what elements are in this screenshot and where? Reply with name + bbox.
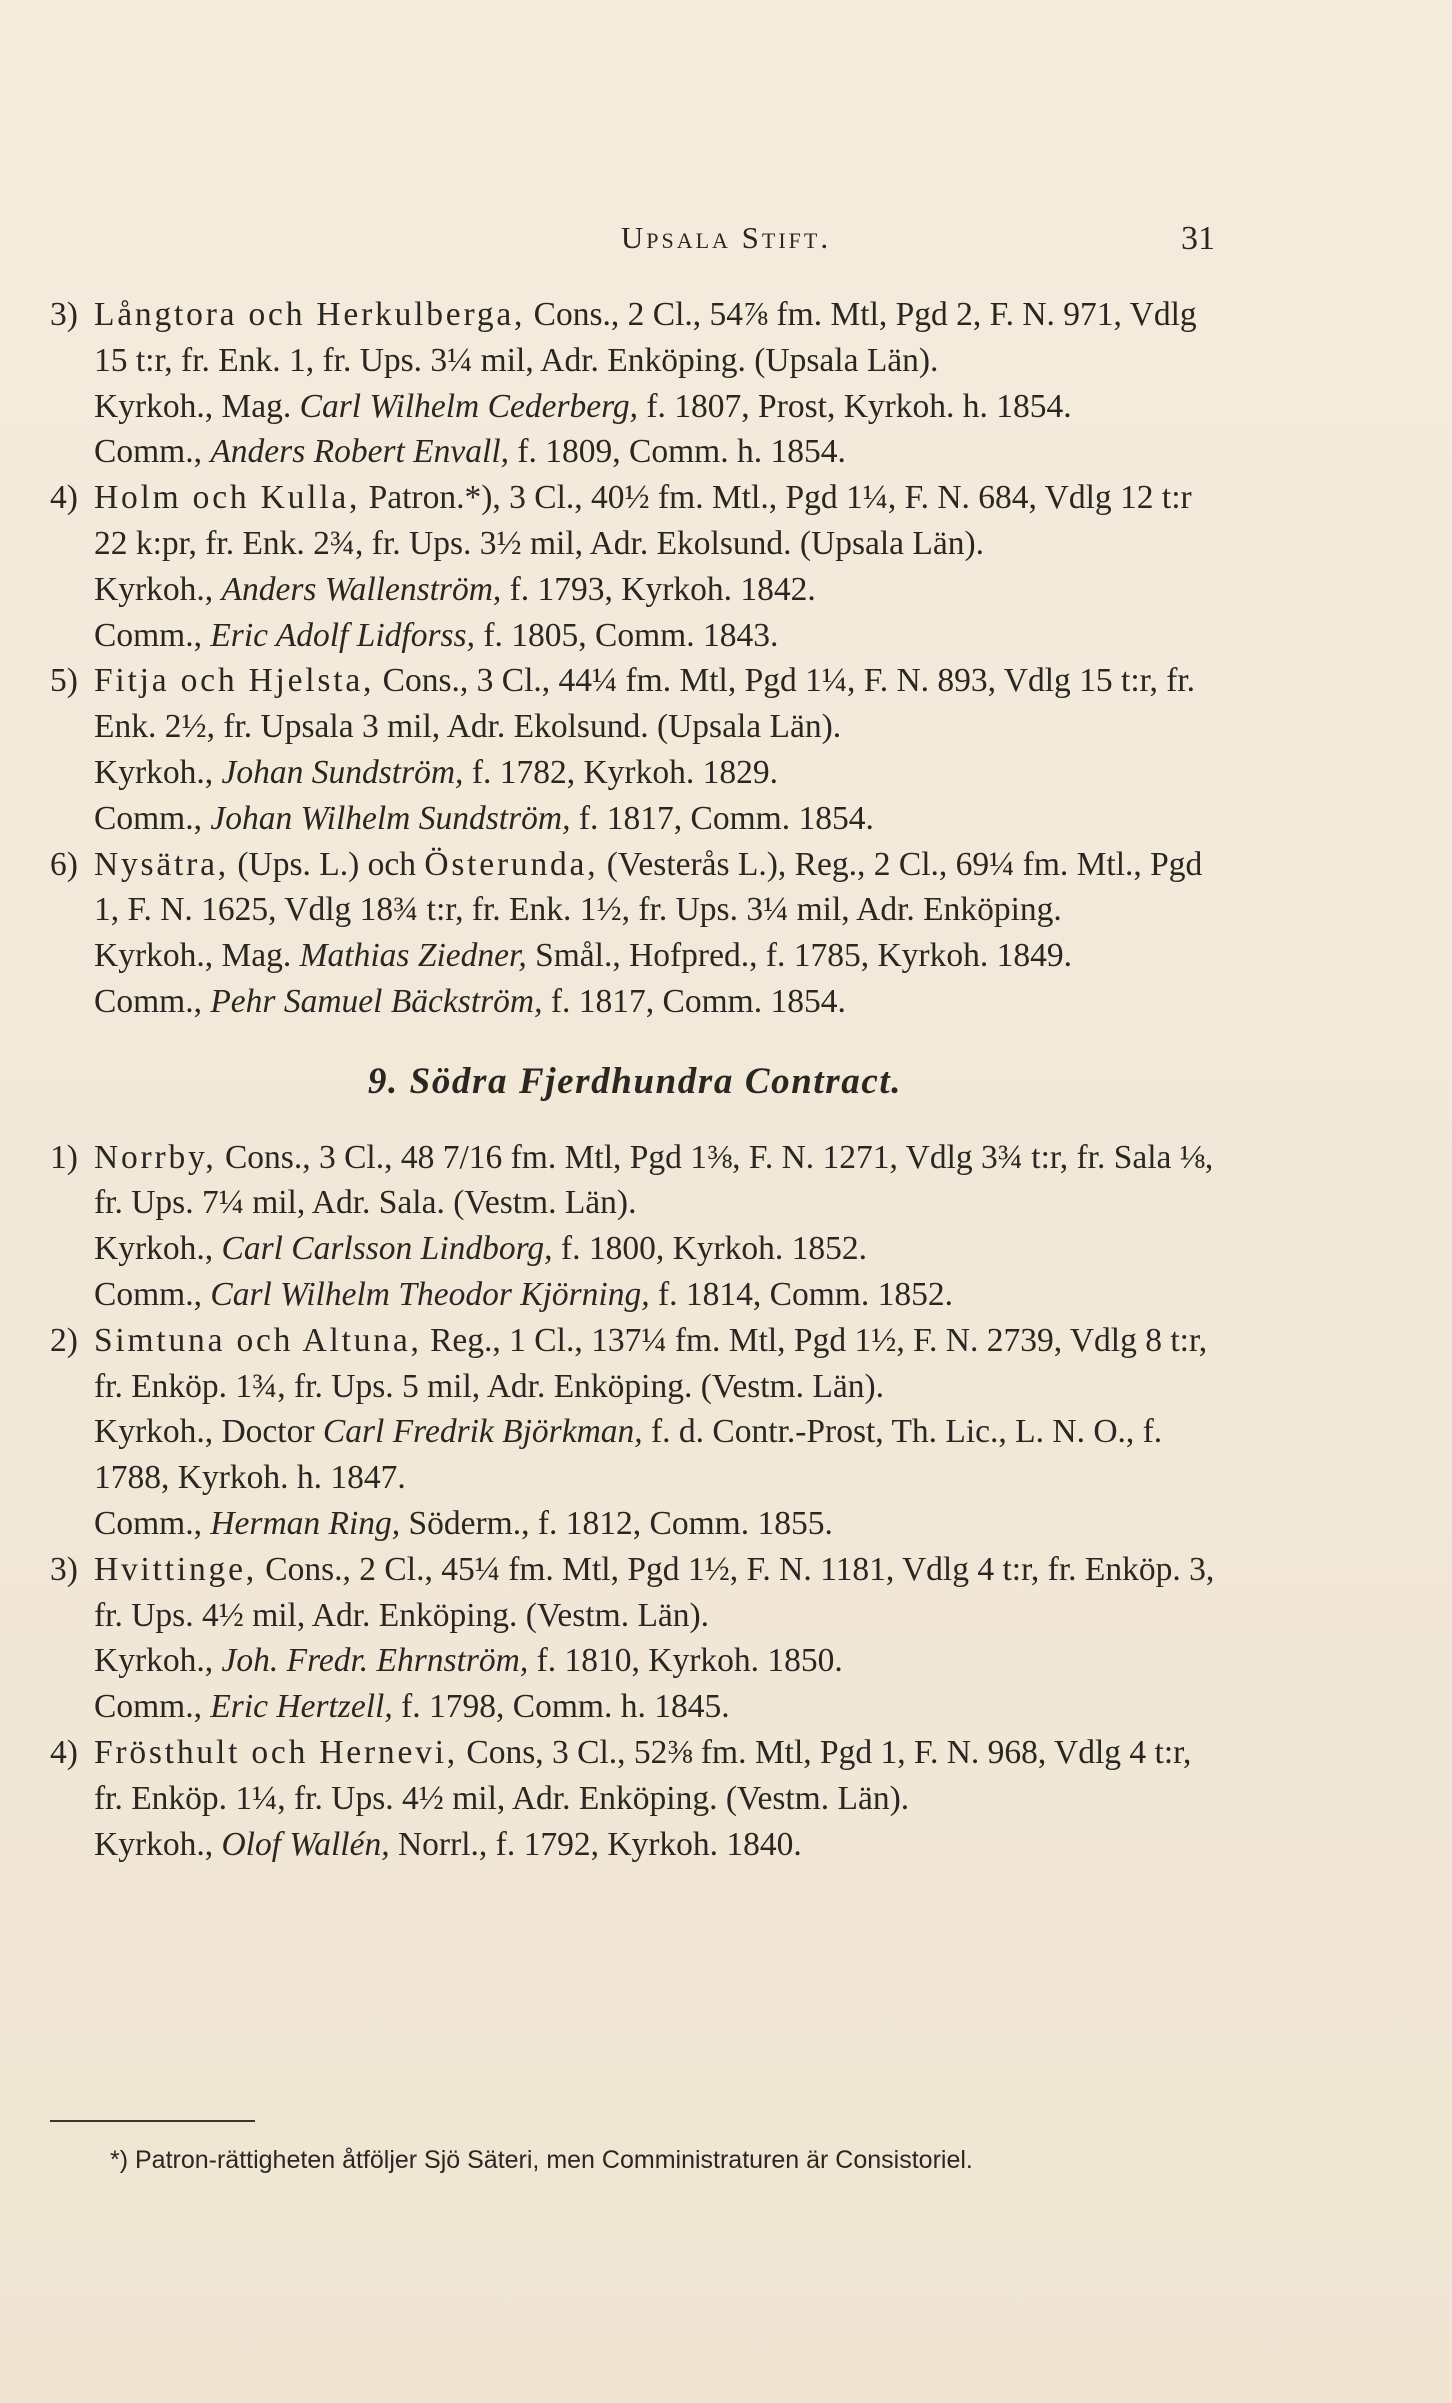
clergy-title: Comm., xyxy=(94,799,211,837)
parish-details: Cons., 2 Cl., 45¼ fm. Mtl, Pgd 1½, F. N. 1181, Vdlg 4 t:r, fr. Enköp. 3, fr. Ups. 4½ mil, Adr. Enköping. (Vestm. Län). xyxy=(94,1550,1215,1634)
clergy-name: Johan Wilhelm Sundström, xyxy=(210,799,571,837)
clergy-name: Eric Adolf Lidforss, xyxy=(210,616,475,654)
clergy-line xyxy=(50,1226,1220,1272)
clergy-line xyxy=(50,1272,1220,1318)
parish-name: Frösthult och Hernevi, xyxy=(94,1733,458,1771)
parish-entry xyxy=(50,842,1220,934)
page-body xyxy=(50,292,1220,1867)
clergy-title: Comm., xyxy=(94,1275,211,1313)
clergy-line xyxy=(50,613,1220,659)
clergy-line xyxy=(50,1822,1220,1868)
clergy-details: f. 1817, Comm. 1854. xyxy=(542,982,846,1020)
clergy-line xyxy=(50,567,1220,613)
clergy-title: Kyrkoh., xyxy=(94,570,222,608)
clergy-title: Comm., xyxy=(94,982,211,1020)
clergy-name: Carl Wilhelm Theodor Kjörning, xyxy=(210,1275,650,1313)
parish-details: Cons., 3 Cl., 48 7/16 fm. Mtl, Pgd 1⅜, F. N. 1271, Vdlg 3¾ t:r, fr. Sala ⅛, fr. Ups. 7¼ mil, Adr. Sala. (Vestm. Län). xyxy=(94,1138,1214,1222)
clergy-title: Kyrkoh., Mag. xyxy=(94,387,300,425)
clergy-line xyxy=(50,429,1220,475)
clergy-name: Carl Wilhelm Cederberg, xyxy=(299,387,639,425)
parish-name: Norrby, xyxy=(94,1138,217,1176)
clergy-details: f. 1793, Kyrkoh. 1842. xyxy=(501,570,816,608)
clergy-title: Kyrkoh., xyxy=(94,753,222,791)
parish-details: (Ups. L.) och xyxy=(228,845,425,883)
entry-number: 5) xyxy=(50,662,78,700)
parish-name: Nysätra, xyxy=(94,845,229,883)
clergy-name: Carl Carlsson Lindborg, xyxy=(221,1230,553,1268)
entry-number: 3) xyxy=(50,296,78,333)
clergy-line xyxy=(50,796,1220,842)
clergy-details: f. 1805, Comm. 1843. xyxy=(474,616,779,654)
clergy-line xyxy=(50,1638,1220,1684)
clergy-details: f. 1800, Kyrkoh. 1852. xyxy=(552,1230,868,1268)
parish-name: Fitja och Hjelsta, xyxy=(94,662,375,700)
parish-details: Cons., 3 Cl., 44¼ fm. Mtl, Pgd 1¼, F. N. 893, Vdlg 15 t:r, fr. Enk. 2½, fr. Upsala 3 mil, Adr. Ekolsund. (Upsala Län). xyxy=(94,662,1196,746)
entry-text xyxy=(94,1547,1220,1639)
clergy-title: Comm., xyxy=(94,616,211,654)
parish-details: (Vesterås L.), Reg., 2 Cl., 69¼ fm. Mtl., Pgd 1, F. N. 1625, Vdlg 18¾ t:r, fr. Enk. 1½, fr. Ups. 3¼ mil, Adr. Enköping. xyxy=(94,845,1203,929)
clergy-details: f. 1814, Comm. 1852. xyxy=(649,1275,953,1313)
entry-number: 3) xyxy=(50,1550,78,1588)
entry-text xyxy=(94,658,1220,750)
clergy-title: Comm., xyxy=(94,1688,211,1726)
entry-text xyxy=(94,1135,1220,1227)
parish-entry xyxy=(50,658,1220,750)
footnote-rule xyxy=(50,2120,255,2122)
clergy-title: Kyrkoh., xyxy=(94,1825,222,1863)
clergy-name: Anders Robert Envall, xyxy=(210,433,509,471)
parish-details: Cons., 2 Cl., 54⅞ fm. Mtl, Pgd 2, F. N. 971, Vdlg 15 t:r, fr. Enk. 1, fr. Ups. 3¼ mil, Adr. Enköping. (Upsala Län). xyxy=(94,296,1197,379)
parish-details: Patron.*), 3 Cl., 40½ fm. Mtl., Pgd 1¼, F. N. 684, Vdlg 12 t:r 22 k:pr, fr. Enk. 2¾, fr. Ups. 3½ mil, Adr. Ekolsund. (Upsala Län). xyxy=(94,479,1192,562)
clergy-details: f. 1810, Kyrkoh. 1850. xyxy=(528,1642,843,1680)
clergy-line xyxy=(50,933,1220,979)
entry-number: 4) xyxy=(50,479,78,517)
parish-entry xyxy=(50,1135,1220,1227)
parish-name: Långtora och Herkulberga, xyxy=(94,296,526,333)
clergy-name: Mathias Ziedner, xyxy=(299,937,527,975)
parish-entry xyxy=(50,1547,1220,1639)
entry-text xyxy=(94,1730,1220,1822)
clergy-name: Eric Hertzell, xyxy=(210,1688,393,1726)
clergy-title: Comm., xyxy=(94,1504,211,1542)
parish-entry xyxy=(50,1730,1220,1822)
clergy-details: Söderm., f. 1812, Comm. 1855. xyxy=(400,1504,833,1542)
entry-text xyxy=(94,475,1220,567)
parish-name-second: Österunda, xyxy=(424,845,599,883)
clergy-name: Olof Wallén, xyxy=(221,1825,390,1863)
parish-details: Reg., 1 Cl., 137¼ fm. Mtl, Pgd 1½, F. N. 2739, Vdlg 8 t:r, fr. Enköp. 1¾, fr. Ups. 5 mil, Adr. Enköping. (Vestm. Län). xyxy=(94,1321,1208,1405)
entry-number: 1) xyxy=(50,1138,78,1176)
clergy-line xyxy=(50,1409,1220,1501)
clergy-line xyxy=(50,1501,1220,1547)
clergy-details: Smål., Hofpred., f. 1785, Kyrkoh. 1849. xyxy=(526,937,1072,975)
entry-number: 4) xyxy=(50,1733,78,1771)
clergy-title: Comm., xyxy=(94,433,211,471)
clergy-line xyxy=(50,979,1220,1025)
clergy-title: Kyrkoh., xyxy=(94,1642,222,1680)
page-number: 31 xyxy=(1181,220,1215,257)
entry-number: 6) xyxy=(50,845,78,883)
clergy-details: f. 1798, Comm. h. 1845. xyxy=(392,1688,730,1726)
running-head: Upsala Stift. xyxy=(620,220,832,255)
parish-entry xyxy=(50,1318,1220,1410)
clergy-name: Carl Fredrik Björkman, xyxy=(322,1413,643,1451)
parish-name: Holm och Kulla, xyxy=(94,479,361,517)
clergy-details: f. d. Contr.-Prost, Th. Lic., L. N. O., f. 1788, Kyrkoh. h. 1847. xyxy=(94,1413,1163,1497)
clergy-name: Herman Ring, xyxy=(210,1504,401,1542)
clergy-title: Kyrkoh., xyxy=(94,1230,222,1268)
parish-name: Simtuna och Altuna, xyxy=(94,1321,422,1359)
clergy-name: Johan Sundström, xyxy=(221,753,464,791)
parish-details: Cons, 3 Cl., 52⅜ fm. Mtl, Pgd 1, F. N. 968, Vdlg 4 t:r, fr. Enköp. 1¼, fr. Ups. 4½ mil, Adr. Enköping. (Vestm. Län). xyxy=(94,1733,1192,1817)
parish-name: Hvittinge, xyxy=(94,1550,257,1588)
clergy-name: Anders Wallenström, xyxy=(221,570,502,608)
parish-entry xyxy=(50,292,1220,384)
clergy-details: Norrl., f. 1792, Kyrkoh. 1840. xyxy=(389,1825,802,1863)
clergy-details: f. 1782, Kyrkoh. 1829. xyxy=(463,753,778,791)
clergy-name: Joh. Fredr. Ehrnström, xyxy=(221,1642,529,1680)
clergy-line xyxy=(50,1684,1220,1730)
clergy-title: Kyrkoh., Doctor xyxy=(94,1413,323,1451)
clergy-line xyxy=(50,384,1220,430)
parish-entry xyxy=(50,475,1220,567)
entry-text xyxy=(94,292,1220,384)
clergy-details: f. 1807, Prost, Kyrkoh. h. 1854. xyxy=(638,387,1072,425)
clergy-line xyxy=(50,750,1220,796)
entry-number: 2) xyxy=(50,1321,78,1359)
section-heading: 9. Södra Fjerdhundra Contract. xyxy=(367,1060,903,1102)
clergy-details: f. 1817, Comm. 1854. xyxy=(570,799,874,837)
footnote: *) Patron-rättigheten åtföljer Sjö Säteri, men Comministraturen är Consistoriel. xyxy=(110,2146,973,2174)
entry-text xyxy=(94,1318,1220,1410)
entry-text xyxy=(94,842,1220,934)
clergy-name: Pehr Samuel Bäckström, xyxy=(210,982,543,1020)
clergy-title: Kyrkoh., Mag. xyxy=(94,937,300,975)
clergy-details: f. 1809, Comm. h. 1854. xyxy=(509,433,846,471)
page-header xyxy=(0,220,1452,264)
